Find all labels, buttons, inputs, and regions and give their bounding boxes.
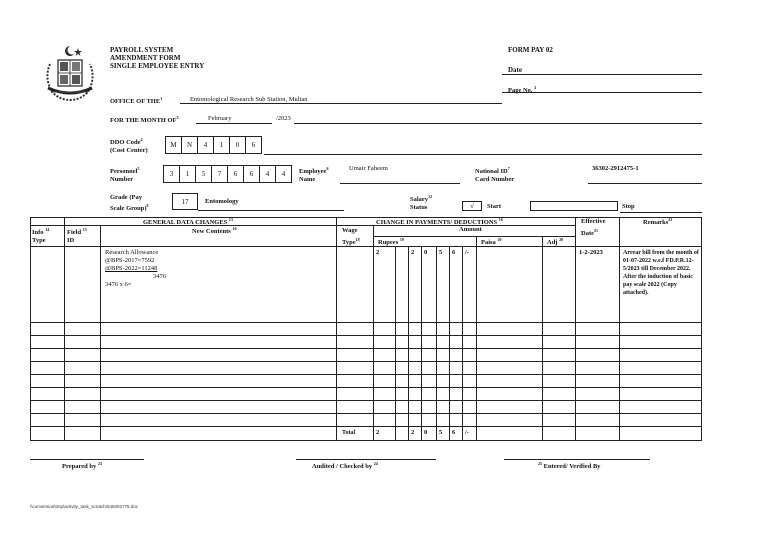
date-label: Date [508,66,522,74]
date-field-line[interactable] [502,74,702,75]
ddo-char-box[interactable]: 0 [229,136,246,154]
table-row [30,374,702,375]
rupees-header: Rupees $^{19}$ [378,237,404,247]
table-rule [30,225,576,226]
ddo-char-box[interactable]: 1 [213,136,230,154]
amount-header: Amount [459,226,482,233]
government-emblem-icon [42,44,98,102]
audited-line[interactable] [296,459,436,460]
table-rule [462,246,463,441]
table-row [30,361,702,362]
year-value: /2023 [276,115,291,122]
prepared-line[interactable] [30,459,144,460]
grade-value-box[interactable]: 17 [172,193,198,210]
employee-name-line[interactable] [340,183,460,184]
grade-group-line [198,210,344,211]
table-row [30,348,702,349]
rupee-digit: /- [465,429,469,436]
rupee-digit: 5 [439,249,443,256]
system-title-line2: AMENDMENT FORM [110,54,181,62]
personnel-digit-box[interactable]: 3 [163,165,180,183]
office-label: OFFICE OF THE$^1$ [110,96,163,106]
personnel-digit-box[interactable]: 6 [243,165,260,183]
salary-status-label: Salary$^{12}$ Status [410,194,433,212]
personnel-digit-box[interactable]: 4 [259,165,276,183]
employee-name-label: Employee$^6$ Name [299,166,329,184]
new-contents-header: New Contents $^{16}$ [192,226,237,236]
ddo-char-box[interactable]: 6 [245,136,262,154]
national-id-value: 36302-2912475-1 [592,165,639,172]
info-type-header: Info $^{14}$ Type [32,227,50,245]
table-rule [336,217,337,441]
grade-group-value: Entomology [205,198,239,205]
personnel-digit-box[interactable]: 6 [227,165,244,183]
table-rule [395,246,396,441]
personnel-digit-box[interactable]: 1 [179,165,196,183]
grade-label: Grade (Pay Scale Group)$^8$ [110,194,149,213]
table-rule [449,246,450,441]
table-rule [436,246,437,441]
table-row [30,400,702,401]
table-row [30,322,702,323]
remarks-header: Remarks$^{22}$ [643,217,673,227]
stop-label: Stop [622,203,635,210]
table-rule [100,225,101,441]
entered-by-label: $^{25}$ Entered/ Verified By [538,461,601,471]
start-label: Start [487,203,502,210]
table-row [30,413,702,414]
office-value: Entomological Research Sub Station, Multan [190,96,308,103]
file-path: \\conversion\tmp\activity_task_scratch\648302775.doc [30,504,139,509]
table-rule [476,236,477,441]
audited-by-label: Audited / Checked by $^{24}$ [312,461,378,471]
effective-date-cell: 1-2-2023 [579,249,603,256]
table-rule [575,217,576,441]
table-row [30,426,702,427]
month-field-line[interactable] [196,123,272,124]
system-title [110,46,204,70]
month-value: February [208,115,232,122]
rupee-digit: 2 [411,249,415,256]
remarks-cell: Arrear bill from the month of 01-07-2022 w.e.f FD.P.R.12-5/2023 till December 2022. After the induction of basic pay scale 2022 (Copy attached). [623,250,699,296]
adj-header: Adj $^{20}$ [547,237,564,247]
form-number: FORM PAY 02 [508,46,553,54]
page-number-label: Page No. $^2$ [508,85,537,95]
rupee-digit: 5 [439,429,443,436]
table-row [30,387,702,388]
rupee-digit: 2 [376,429,380,436]
new-contents-cell: Research Allowance @BPS-2017=7592 @BPS-2022=11248 3476 3476 x 6= [105,249,166,288]
page-number-line[interactable] [502,92,702,93]
salary-status-checkbox[interactable]: √ [462,201,482,211]
table-row [30,335,702,336]
stop-line [620,212,702,213]
month-label: FOR THE MONTH $OF^3$ [110,115,179,125]
payments-title: CHANGE IN PAYMENTS/ DEDUCTIONS $^{16}$ [376,217,503,227]
personnel-label: Personnel$^5$ Number [110,166,140,184]
rupee-digit: 2 [411,429,415,436]
table-rule [64,217,65,441]
ddo-char-box[interactable]: M [165,136,182,154]
office-field-line[interactable] [180,103,502,104]
table-rule [542,236,543,441]
total-label: Total [342,430,356,436]
field-id-header: Field $^{15}$ ID [67,227,87,245]
start-stop-box[interactable] [530,201,618,211]
ddo-char-box[interactable]: N [181,136,198,154]
entered-line[interactable] [504,459,650,460]
table-rule [421,246,422,441]
national-id-label: National $ID^7$ Card Number [475,166,515,184]
effective-date-header: Effective Date$^{21}$ [581,218,606,238]
rupee-digit: 6 [452,429,456,436]
ddo-char-box[interactable]: 4 [197,136,214,154]
rupee-digit: 0 [424,249,428,256]
table-rule [373,236,576,237]
table-rule [619,217,620,441]
ddo-label: DDO Code$^4$ (Cost Center) [110,137,148,155]
system-title-line1: PAYROLL SYSTEM [110,46,174,54]
table-rule [408,246,409,441]
table-rule [373,225,374,441]
table-rule [30,246,702,247]
personnel-digit-box[interactable]: 5 [195,165,212,183]
national-id-line[interactable] [588,183,702,184]
prepared-by-label: Prepared by $^{23}$ [62,461,102,471]
personnel-digit-box[interactable]: 7 [211,165,228,183]
employee-name-value: Umair Faheem [349,165,388,172]
wage-type-header: Wage Type$^{18}$ [342,227,360,247]
system-title-line3: SINGLE EMPLOYEE ENTRY [110,62,205,70]
paisa-header: Paisa $^{20}$ [481,237,502,247]
rupee-digit: 6 [452,249,456,256]
personnel-digit-box[interactable]: 4 [275,165,292,183]
general-data-title: GENERAL DATA CHANGES $^{13}$ [143,217,233,227]
rupee-digit: 0 [424,429,428,436]
rupee-digit: /- [465,249,469,256]
rupee-digit: 2 [376,249,380,256]
month-right-line [294,123,702,124]
ddo-right-line [264,154,702,155]
